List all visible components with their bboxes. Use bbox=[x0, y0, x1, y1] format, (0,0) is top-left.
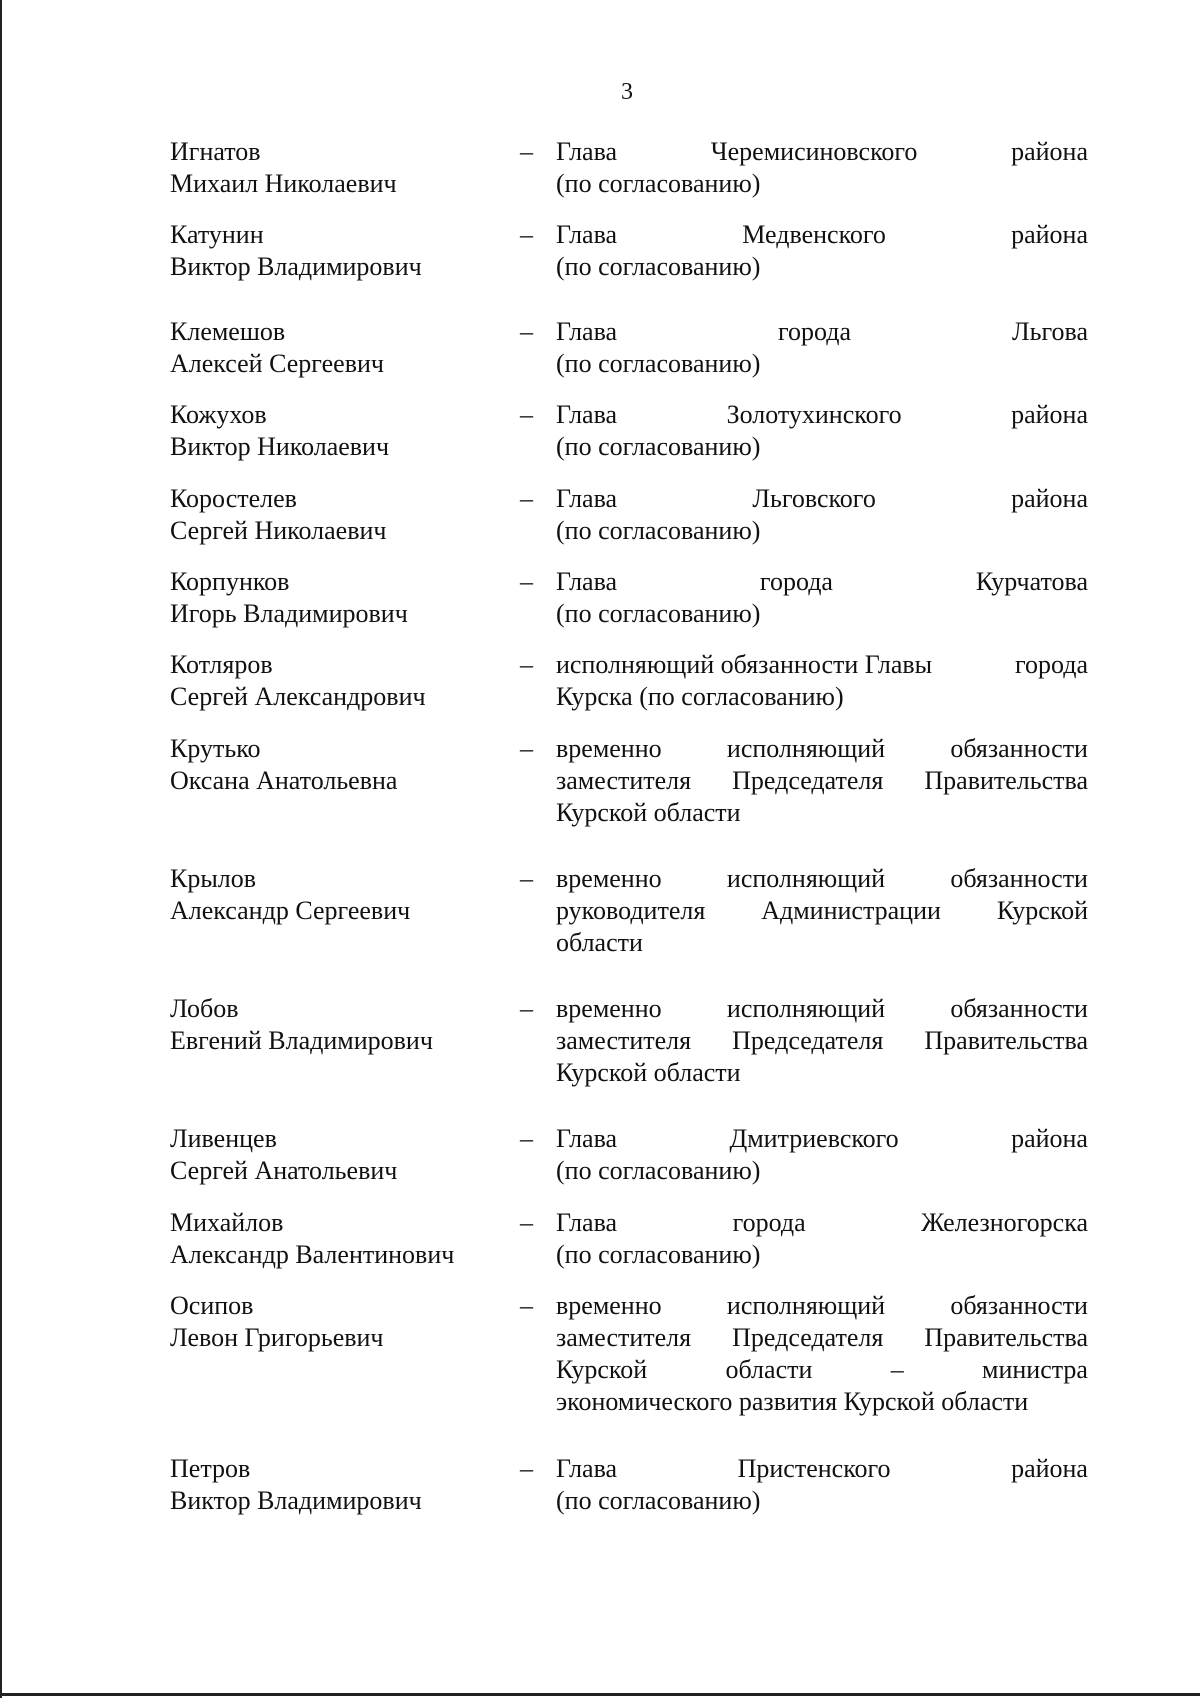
member-given-names: Игорь Владимирович bbox=[170, 599, 408, 628]
position-word: Медвенского bbox=[742, 220, 886, 249]
member-given-names: Сергей Александрович bbox=[170, 682, 426, 711]
position-line bbox=[556, 1453, 1088, 1485]
position-word: Правительства bbox=[924, 1323, 1088, 1352]
member-surname: Крутько bbox=[170, 734, 261, 763]
position-word: Глава bbox=[556, 1124, 618, 1153]
position-word: заместителя bbox=[556, 1026, 692, 1055]
position-word: исполняющий bbox=[726, 864, 886, 893]
member-position bbox=[556, 136, 1088, 200]
position-word: временно bbox=[556, 994, 662, 1023]
position-word: заместителя bbox=[556, 1323, 692, 1352]
member-name bbox=[170, 136, 510, 200]
member-position bbox=[556, 316, 1088, 380]
position-word: обязанности bbox=[950, 1291, 1088, 1320]
position-word: Курской bbox=[996, 896, 1088, 925]
member-given-names: Алексей Сергеевич bbox=[170, 349, 384, 378]
position-last-line: (по согласованию) bbox=[556, 432, 761, 461]
position-word: обязанности bbox=[950, 734, 1088, 763]
member-position bbox=[556, 1123, 1088, 1187]
position-last-line: области bbox=[556, 928, 643, 957]
position-word: района bbox=[1011, 137, 1088, 166]
position-line bbox=[556, 399, 1088, 431]
member-position bbox=[556, 219, 1088, 283]
position-last-line: экономического развития Курской области bbox=[556, 1387, 1029, 1416]
member-given-names: Оксана Анатольевна bbox=[170, 766, 398, 795]
separator-dash: – bbox=[520, 1454, 533, 1483]
member-name bbox=[170, 219, 510, 283]
position-word: Глава bbox=[556, 400, 618, 429]
position-line bbox=[556, 1322, 1088, 1354]
member-name bbox=[170, 566, 510, 630]
position-word: исполняющий bbox=[726, 1291, 886, 1320]
position-word: Черемисиновского bbox=[710, 137, 918, 166]
separator-dash: – bbox=[520, 650, 533, 679]
position-word: Льгова bbox=[1012, 317, 1088, 346]
separator-dash: – bbox=[520, 220, 533, 249]
position-line bbox=[556, 316, 1088, 348]
member-given-names: Михаил Николаевич bbox=[170, 169, 397, 198]
member-position bbox=[556, 1207, 1088, 1271]
position-last-line: (по согласованию) bbox=[556, 1240, 761, 1269]
position-word: города bbox=[759, 567, 833, 596]
member-surname: Ливенцев bbox=[170, 1124, 277, 1153]
position-word: Глава bbox=[556, 567, 618, 596]
position-line bbox=[556, 895, 1088, 927]
separator-dash: – bbox=[520, 137, 533, 166]
position-word: временно bbox=[556, 1291, 662, 1320]
position-last-line: (по согласованию) bbox=[556, 1156, 761, 1185]
member-surname: Михайлов bbox=[170, 1208, 284, 1237]
member-surname: Котляров bbox=[170, 650, 273, 679]
position-word: Льговского bbox=[752, 484, 876, 513]
position-line bbox=[556, 649, 1088, 681]
member-given-names: Сергей Анатольевич bbox=[170, 1156, 398, 1185]
member-surname: Катунин bbox=[170, 220, 264, 249]
position-line bbox=[556, 219, 1088, 251]
member-name bbox=[170, 993, 510, 1057]
position-last-line: (по согласованию) bbox=[556, 169, 761, 198]
separator-dash: – bbox=[520, 994, 533, 1023]
position-word: района bbox=[1011, 1454, 1088, 1483]
scan-bottom-edge bbox=[0, 1693, 1200, 1696]
position-last-line: Курской области bbox=[556, 798, 741, 827]
member-name bbox=[170, 399, 510, 463]
scan-left-edge bbox=[0, 0, 2, 1698]
position-word: Курчатова bbox=[975, 567, 1088, 596]
position-word: Председателя bbox=[732, 766, 884, 795]
member-position bbox=[556, 399, 1088, 463]
separator-dash: – bbox=[520, 734, 533, 763]
position-word: района bbox=[1011, 400, 1088, 429]
position-word: района bbox=[1011, 1124, 1088, 1153]
position-line bbox=[556, 1025, 1088, 1057]
member-given-names: Виктор Владимирович bbox=[170, 1486, 422, 1515]
position-word: Правительства bbox=[924, 766, 1088, 795]
position-last-line: Курска (по согласованию) bbox=[556, 682, 844, 711]
member-name bbox=[170, 733, 510, 797]
position-word: руководителя bbox=[556, 896, 706, 925]
separator-dash: – bbox=[520, 484, 533, 513]
member-surname: Клемешов bbox=[170, 317, 286, 346]
position-line bbox=[556, 733, 1088, 765]
position-word: Глава bbox=[556, 1208, 618, 1237]
position-word: министра bbox=[982, 1355, 1088, 1384]
member-position bbox=[556, 1290, 1088, 1418]
position-line bbox=[556, 1123, 1088, 1155]
member-name bbox=[170, 1453, 510, 1517]
position-last-line: (по согласованию) bbox=[556, 252, 761, 281]
page-number: 3 bbox=[621, 79, 633, 105]
member-name bbox=[170, 1123, 510, 1187]
position-word: Золотухинского bbox=[726, 400, 902, 429]
position-last-line: (по согласованию) bbox=[556, 349, 761, 378]
position-word: Председателя bbox=[732, 1323, 884, 1352]
member-name bbox=[170, 863, 510, 927]
member-position bbox=[556, 483, 1088, 547]
position-word: Администрации bbox=[761, 896, 941, 925]
member-position bbox=[556, 649, 1088, 713]
separator-dash: – bbox=[520, 1208, 533, 1237]
position-last-line: (по согласованию) bbox=[556, 1486, 761, 1515]
member-position bbox=[556, 863, 1088, 959]
separator-dash: – bbox=[520, 317, 533, 346]
member-surname: Коростелев bbox=[170, 484, 297, 513]
position-word: области bbox=[725, 1355, 813, 1384]
member-name bbox=[170, 1290, 510, 1354]
position-word: Глава bbox=[556, 1454, 618, 1483]
member-surname: Корпунков bbox=[170, 567, 290, 596]
member-name bbox=[170, 1207, 510, 1271]
separator-dash: – bbox=[520, 864, 533, 893]
position-word: Правительства bbox=[924, 1026, 1088, 1055]
position-line bbox=[556, 993, 1088, 1025]
member-name bbox=[170, 316, 510, 380]
position-word: Глава bbox=[556, 137, 618, 166]
member-position bbox=[556, 993, 1088, 1089]
member-position bbox=[556, 733, 1088, 829]
member-surname: Лобов bbox=[170, 994, 239, 1023]
position-line bbox=[556, 566, 1088, 598]
position-line bbox=[556, 136, 1088, 168]
position-word: Глава bbox=[556, 484, 618, 513]
separator-dash: – bbox=[520, 1124, 533, 1153]
position-word: исполняющий обязанности Главы bbox=[556, 650, 933, 679]
separator-dash: – bbox=[520, 400, 533, 429]
position-line bbox=[556, 1290, 1088, 1322]
position-line bbox=[556, 765, 1088, 797]
position-word: Курской bbox=[556, 1355, 648, 1384]
member-surname: Кожухов bbox=[170, 400, 267, 429]
position-last-line: Курской области bbox=[556, 1058, 741, 1087]
position-word: района bbox=[1011, 220, 1088, 249]
position-word: Глава bbox=[556, 220, 618, 249]
position-word: Председателя bbox=[732, 1026, 884, 1055]
position-line bbox=[556, 1354, 1088, 1386]
position-word: района bbox=[1011, 484, 1088, 513]
member-given-names: Александр Валентинович bbox=[170, 1240, 455, 1269]
position-line bbox=[556, 483, 1088, 515]
position-word: города bbox=[732, 1208, 806, 1237]
member-given-names: Александр Сергеевич bbox=[170, 896, 411, 925]
position-word: временно bbox=[556, 864, 662, 893]
member-surname: Осипов bbox=[170, 1291, 254, 1320]
member-position bbox=[556, 566, 1088, 630]
member-given-names: Левон Григорьевич bbox=[170, 1323, 384, 1352]
position-line bbox=[556, 863, 1088, 895]
position-word: исполняющий bbox=[726, 734, 886, 763]
member-name bbox=[170, 483, 510, 547]
position-word: обязанности bbox=[950, 994, 1088, 1023]
member-given-names: Виктор Владимирович bbox=[170, 252, 422, 281]
position-last-line: (по согласованию) bbox=[556, 516, 761, 545]
member-position bbox=[556, 1453, 1088, 1517]
position-word: исполняющий bbox=[726, 994, 886, 1023]
position-word: города bbox=[778, 317, 852, 346]
position-word: – bbox=[890, 1355, 904, 1384]
member-name bbox=[170, 649, 510, 713]
position-word: Глава bbox=[556, 317, 618, 346]
member-given-names: Виктор Николаевич bbox=[170, 432, 390, 461]
position-word: Железногорска bbox=[921, 1208, 1088, 1237]
member-surname: Игнатов bbox=[170, 137, 261, 166]
member-given-names: Сергей Николаевич bbox=[170, 516, 387, 545]
position-word: Дмитриевского bbox=[729, 1124, 899, 1153]
position-word: заместителя bbox=[556, 766, 692, 795]
member-surname: Петров bbox=[170, 1454, 251, 1483]
separator-dash: – bbox=[520, 567, 533, 596]
position-last-line: (по согласованию) bbox=[556, 599, 761, 628]
position-word: города bbox=[1014, 650, 1088, 679]
position-word: временно bbox=[556, 734, 662, 763]
position-line bbox=[556, 1207, 1088, 1239]
member-surname: Крылов bbox=[170, 864, 257, 893]
member-given-names: Евгений Владимирович bbox=[170, 1026, 433, 1055]
position-word: Пристенского bbox=[737, 1454, 891, 1483]
separator-dash: – bbox=[520, 1291, 533, 1320]
position-word: обязанности bbox=[950, 864, 1088, 893]
